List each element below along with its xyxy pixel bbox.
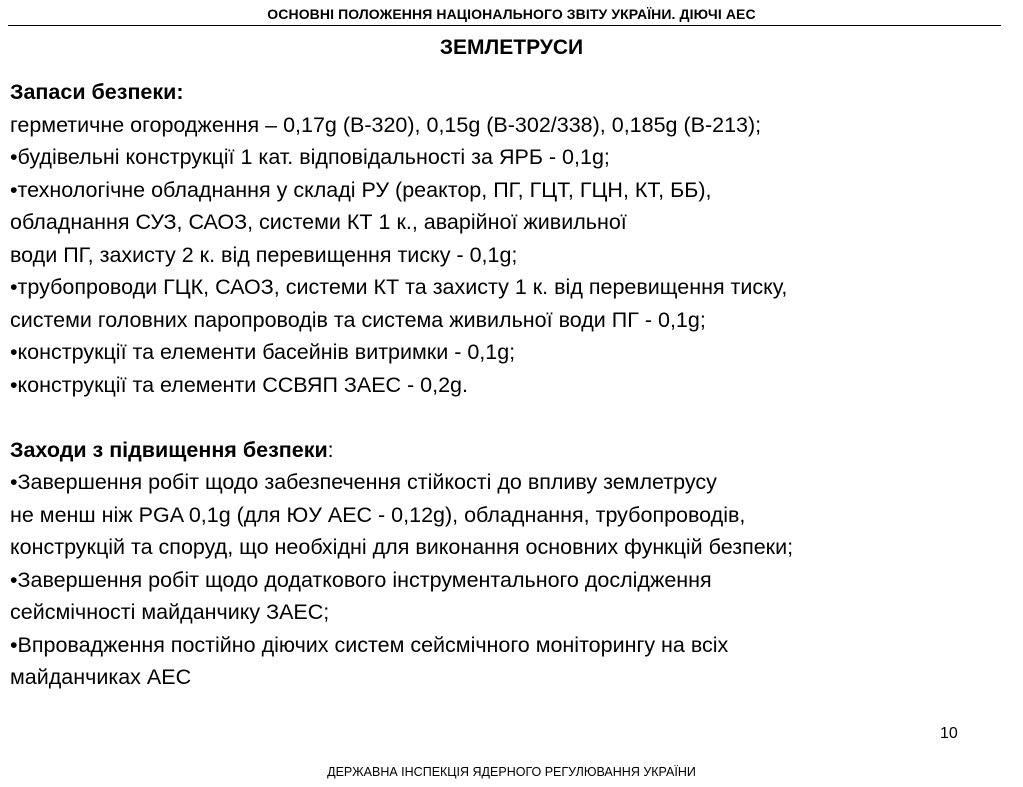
safety-measures-line: •Завершення робіт щодо додаткового інструментального дослідження [10,567,712,592]
safety-measures-line: майданчиках АЕС [10,665,192,689]
safety-margins-line: обладнання СУЗ, САОЗ, системи КТ 1 к., аварійної живильної [10,210,627,234]
safety-measures-line: сейсмічності майданчику ЗАЕС; [10,600,330,624]
safety-margins-line: системи головних паропроводів та система живильної води ПГ - 0,1g; [10,307,706,332]
slide-body [10,76,1020,694]
safety-measures-heading-row [10,434,1020,467]
safety-measures-heading-colon: : [327,437,334,462]
section-spacer [10,401,1020,434]
slide-title: ЗЕМЛЕТРУСИ [439,36,584,59]
safety-measures-line: не менш ніж PGA 0,1g (для ЮУ АЕС - 0,12g), обладнання, трубопроводів, [10,502,746,527]
report-header: ОСНОВНІ ПОЛОЖЕННЯ НАЦІОНАЛЬНОГО ЗВІТУ УКРАЇНИ. ДІЮЧІ АЕС [267,6,756,22]
safety-margins-line: герметичне огородження – 0,17g (В-320), 0,15g (В-302/338), 0,185g (В-213); [10,112,762,137]
safety-margins-line: •трубопроводи ГЦК, САОЗ, системи КТ та захисту 1 к. від перевищення тиску, [10,275,788,299]
report-footer: ДЕРЖАВНА ІНСПЕКЦІЯ ЯДЕРНОГО РЕГУЛЮВАННЯ УКРАЇНИ [327,765,696,779]
safety-measures-heading: Заходи з підвищення безпеки [10,437,328,462]
safety-measures-line: •Впровадження постійно діючих систем сейсмічного моніторингу на всіх [10,632,729,657]
safety-margins-heading: Запаси безпеки: [10,80,184,104]
page-number: 10 [940,725,958,742]
safety-margins-line: •технологічне обладнання у складі РУ (реактор, ПГ, ГЦТ, ГЦН, КТ, ББ), [10,177,712,202]
header-divider [8,25,1001,26]
safety-margins-line: •конструкції та елементи басейнів витримки - 0,1g; [10,340,516,364]
safety-measures-line: конструкцій та споруд, що необхідні для виконання основних функцій безпеки; [10,535,794,559]
safety-margins-line: •будівельні конструкції 1 кат. відповідальності за ЯРБ - 0,1g; [10,145,610,169]
safety-margins-line: води ПГ, захисту 2 к. від перевищення тиску - 0,1g; [10,242,518,267]
safety-measures-line: •Завершення робіт щодо забезпечення стійкості до впливу землетрусу [10,470,717,494]
safety-margins-line: •конструкції та елементи ССВЯП ЗАЕС - 0,2g. [10,372,468,397]
